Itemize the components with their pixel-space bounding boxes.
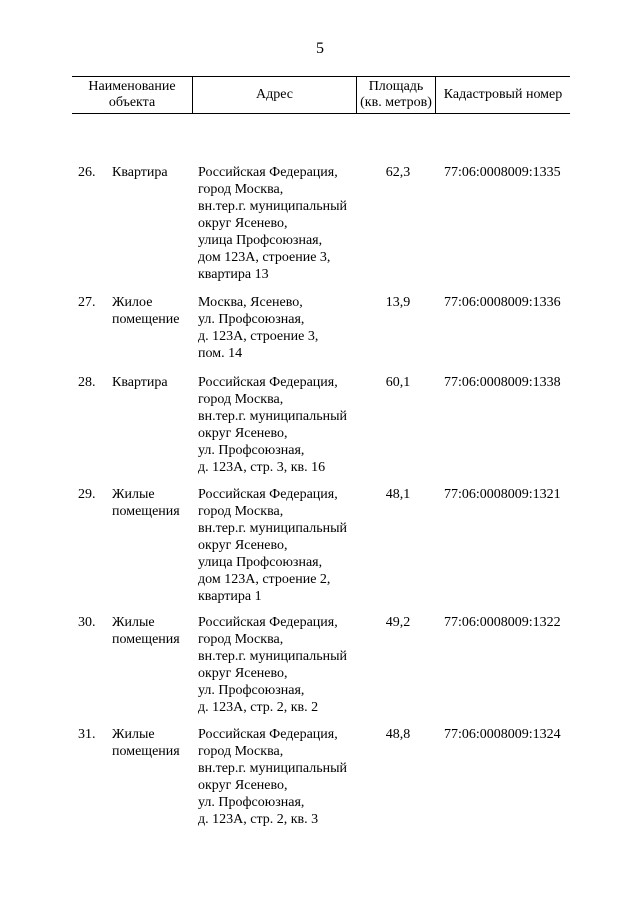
object-name: Жилые помещения (112, 615, 180, 647)
row-number: 30. (78, 615, 96, 630)
header-name: Наименование объекта (88, 79, 176, 110)
header-area: Площадь (кв. метров) (356, 77, 436, 113)
object-address: Российская Федерация, город Москва, вн.тер.г. муниципальный округ Ясенево, улица Профсоюзная, дом 123А, строение 2, квартира 1 (198, 487, 348, 604)
object-name: Жилые помещения (112, 727, 180, 759)
row-number: 31. (78, 727, 96, 742)
object-area: 62,3 (385, 165, 411, 180)
cadastral-number: 77:06:0008009:1335 (444, 165, 561, 180)
cadastral-number: 77:06:0008009:1322 (444, 615, 561, 630)
row-number: 29. (78, 487, 96, 502)
object-area: 60,1 (385, 375, 411, 390)
row-number: 27. (78, 295, 96, 310)
object-area: 13,9 (385, 295, 411, 310)
header-cadastral: Кадастровый номер (443, 87, 563, 102)
object-area: 48,8 (385, 727, 411, 742)
row-number: 28. (78, 375, 96, 390)
object-address: Российская Федерация, город Москва, вн.тер.г. муниципальный округ Ясенево, ул. Профсоюзная, д. 123А, стр. 2, кв. 2 (198, 615, 348, 715)
cadastral-number: 77:06:0008009:1338 (444, 375, 561, 390)
object-area: 48,1 (385, 487, 411, 502)
object-name: Квартира (112, 165, 168, 180)
object-area: 49,2 (385, 615, 411, 630)
header-address: Адрес (192, 77, 356, 113)
table-header (72, 76, 570, 114)
cadastral-number: 77:06:0008009:1324 (444, 727, 561, 742)
object-address: Российская Федерация, город Москва, вн.тер.г. муниципальный округ Ясенево, улица Профсоюзная, дом 123А, строение 3, квартира 13 (198, 165, 348, 282)
object-address: Москва, Ясенево, ул. Профсоюзная, д. 123А, строение 3, пом. 14 (198, 295, 319, 361)
object-address: Российская Федерация, город Москва, вн.тер.г. муниципальный округ Ясенево, ул. Профсоюзная, д. 123А, стр. 3, кв. 16 (198, 375, 348, 475)
page-number: 5 (316, 40, 324, 57)
cadastral-number: 77:06:0008009:1336 (444, 295, 561, 310)
property-table (72, 76, 570, 827)
object-address: Российская Федерация, город Москва, вн.тер.г. муниципальный округ Ясенево, ул. Профсоюзная, д. 123А, стр. 2, кв. 3 (198, 727, 348, 827)
cadastral-number: 77:06:0008009:1321 (444, 487, 561, 502)
object-name: Жилое помещение (112, 295, 180, 327)
row-number: 26. (78, 165, 96, 180)
object-name: Квартира (112, 375, 168, 390)
object-name: Жилые помещения (112, 487, 180, 519)
